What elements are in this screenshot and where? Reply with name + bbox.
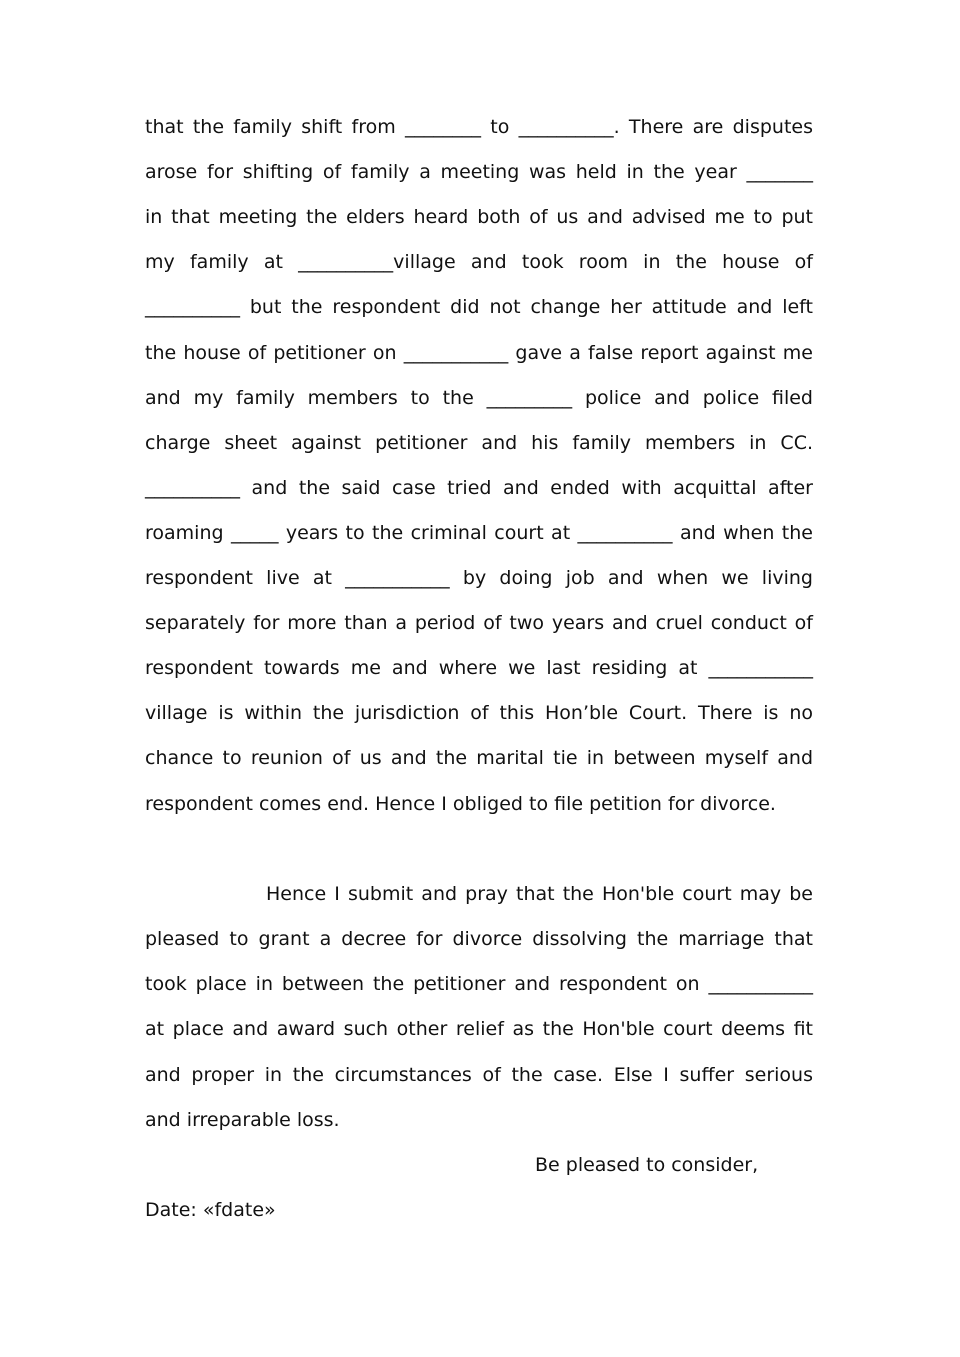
paragraph-1-line-7: and my family members to the _________ police and police filed [145,387,813,409]
paragraph-1-line-8: charge sheet against petitioner and his family members in CC. [145,432,813,454]
paragraph-1-line-15: chance to reunion of us and the marital tie in between myself and [145,747,813,769]
paragraph-2-line-3: took place in between the petitioner and respondent on ___________ [145,973,813,995]
date-line: Date: «fdate» [145,1199,276,1221]
closing-line: Be pleased to consider, [535,1154,759,1176]
paragraph-1-line-1: that the family shift from ________ to __________. There are disputes [145,116,813,138]
paragraph-1-line-3: in that meeting the elders heard both of us and advised me to put [145,206,813,228]
paragraph-1-line-6: the house of petitioner on ___________ gave a false report against me [145,342,813,364]
paragraph-1-line-5: __________ but the respondent did not change her attitude and left [145,296,813,318]
paragraph-1-line-13: respondent towards me and where we last residing at ___________ [145,657,813,679]
paragraph-1-line-9: __________ and the said case tried and ended with acquittal after [145,477,813,499]
paragraph-1-line-2: arose for shifting of family a meeting was held in the year _______ [145,161,813,183]
paragraph-1-line-14: village is within the jurisdiction of this Hon’ble Court. There is no [145,702,813,724]
paragraph-2-line-1: Hence I submit and pray that the Hon'ble court may be [266,883,813,905]
paragraph-2-line-2: pleased to grant a decree for divorce dissolving the marriage that [145,928,813,950]
paragraph-1-line-16: respondent comes end. Hence I obliged to file petition for divorce. [145,793,776,815]
paragraph-2-line-6: and irreparable loss. [145,1109,340,1131]
paragraph-1-line-11: respondent live at ___________ by doing job and when we living [145,567,813,589]
paragraph-2-line-4: at place and award such other relief as the Hon'ble court deems fit [145,1018,813,1040]
paragraph-2-line-5: and proper in the circumstances of the case. Else I suffer serious [145,1064,813,1086]
paragraph-1-line-10: roaming _____ years to the criminal court at __________ and when the [145,522,813,544]
paragraph-1-line-4: my family at __________village and took room in the house of [145,251,813,273]
paragraph-1-line-12: separately for more than a period of two years and cruel conduct of [145,612,813,634]
